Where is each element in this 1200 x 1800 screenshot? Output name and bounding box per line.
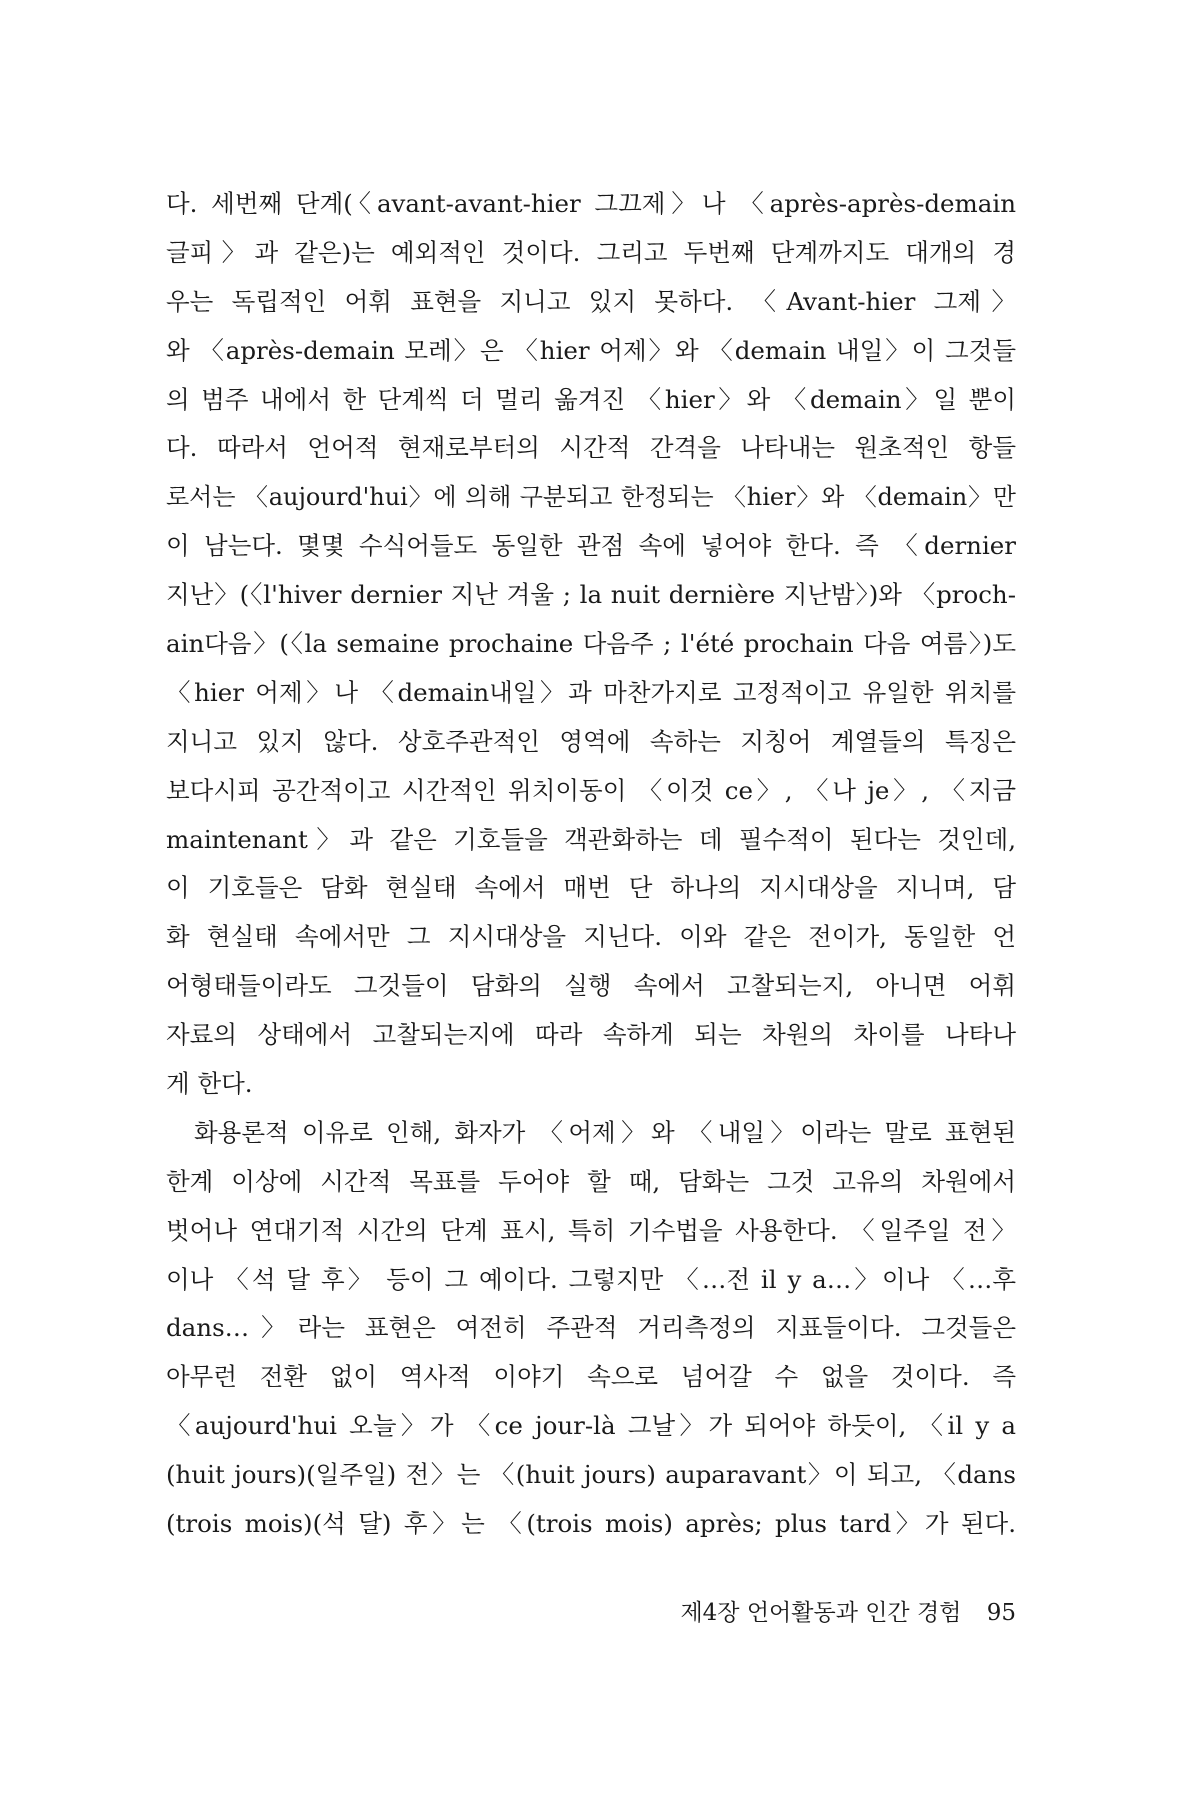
text-line: maintenant〉과 같은 기호들을 객관화하는 데 필수적이 된다는 것인데, [166, 824, 1016, 854]
text-line: 다. 세번째 단계(〈avant-avant-hier 그끄제〉나 〈après-après-demain [166, 189, 1016, 218]
text-line: 〈aujourd'hui 오늘〉가 〈ce jour-là 그날〉가 되어야 하듯이, 〈il y a [166, 1411, 1016, 1441]
body-text [166, 180, 1016, 1549]
text-line: 화용론적 이유로 인해, 화자가 〈어제〉와 〈내일〉이라는 말로 표현된 [194, 1117, 1016, 1147]
text-line: 벗어나 연대기적 시간의 단계 표시, 특히 기수법을 사용한다. 〈일주일 전〉 [166, 1215, 1016, 1245]
text-line: ain다음〉(〈la semaine prochaine 다음주 ; l'été prochain 다음 여름〉)도 [166, 629, 1016, 659]
text-line: (huit jours)(일주일) 전〉는 〈(huit jours) auparavant〉이 되고, 〈dans [166, 1460, 1016, 1490]
text-line: 와 〈après-demain 모레〉은 〈hier 어제〉와 〈demain 내일〉이 그것들 [166, 335, 1016, 365]
paragraph-1 [166, 180, 1016, 1109]
text-line: 〈hier 어제〉나 〈demain내일〉과 마찬가지로 고정적이고 유일한 위치를 [166, 677, 1016, 707]
text-line: 이 남는다. 몇몇 수식어들도 동일한 관점 속에 넣어야 한다. 즉 〈dernier [166, 531, 1016, 561]
text-line: 이나 〈석 달 후〉 등이 그 예이다. 그렇지만 〈…전 il y a…〉이나 〈…후 [166, 1264, 1016, 1294]
text-line: 어형태들이라도 그것들이 담화의 실행 속에서 고찰되는지, 아니면 어휘 [166, 971, 1016, 1001]
text-line: 다. 따라서 언어적 현재로부터의 시간적 간격을 나타내는 원초적인 항들 [166, 433, 1016, 463]
running-footer [680, 1598, 1016, 1628]
text-line: 글피〉과 같은)는 예외적인 것이다. 그리고 두번째 단계까지도 대개의 경 [166, 237, 1016, 267]
chapter-title: 제4장 언어활동과 인간 경험 [680, 1600, 962, 1626]
text-line: 지니고 있지 않다. 상호주관적인 영역에 속하는 지칭어 계열들의 특징은 [166, 726, 1016, 756]
text-line: 게 한다. [166, 1069, 253, 1099]
text-line: 우는 독립적인 어휘 표현을 지니고 있지 못하다. 〈Avant-hier 그제〉 [166, 286, 1016, 316]
text-line: 지난〉(〈l'hiver dernier 지난 겨울 ; la nuit dernière 지난밤〉)와 〈proch- [166, 580, 1016, 610]
text-line: 한계 이상에 시간적 목표를 두어야 할 때, 담화는 그것 고유의 차원에서 [166, 1166, 1016, 1196]
text-line: 아무런 전환 없이 역사적 이야기 속으로 넘어갈 수 없을 것이다. 즉 [166, 1362, 1016, 1392]
text-line: 보다시피 공간적이고 시간적인 위치이동이 〈이것 ce〉, 〈나 je〉, 〈지금 [166, 775, 1016, 805]
text-line: 자료의 상태에서 고찰되는지에 따라 속하게 되는 차원의 차이를 나타나 [166, 1020, 1016, 1050]
paragraph-2 [166, 1109, 1016, 1549]
text-line: dans…〉라는 표현은 여전히 주관적 거리측정의 지표들이다. 그것들은 [166, 1313, 1016, 1343]
text-line: (trois mois)(석 달) 후〉는 〈(trois mois) après; plus tard〉가 된다. [166, 1509, 1016, 1539]
text-line: 이 기호들은 담화 현실태 속에서 매번 단 하나의 지시대상을 지니며, 담 [166, 873, 1016, 903]
text-line: 의 범주 내에서 한 단계씩 더 멀리 옮겨진 〈hier〉와 〈demain〉일 뿐이 [166, 384, 1016, 414]
text-line: 화 현실태 속에서만 그 지시대상을 지닌다. 이와 같은 전이가, 동일한 언 [166, 922, 1016, 952]
text-line: 로서는 〈aujourd'hui〉에 의해 구분되고 한정되는 〈hier〉와 〈demain〉만 [166, 483, 1016, 512]
page-number: 95 [986, 1600, 1016, 1626]
